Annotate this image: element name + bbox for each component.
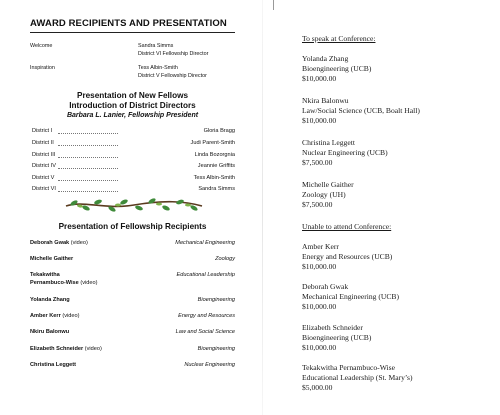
district-label: District IV (32, 163, 56, 169)
speaker-amount: $10,000.00 (302, 116, 337, 125)
recipient-name: Amber Kerr (30, 313, 61, 319)
unable-entry (302, 242, 392, 272)
speaker-field: Zoology (UH) (302, 190, 346, 199)
district-director: Gloria Bragg (203, 128, 235, 134)
recipient-name-wrap (30, 362, 76, 370)
program-person-title: District VI Fellowship Director (138, 51, 209, 57)
program-person-title: District V Fellowship Director (138, 73, 207, 79)
district-director: Sandra Simms (198, 186, 235, 192)
recipient-name: Nkiru Balonwu (30, 329, 70, 335)
unable-name: Elizabeth Schneider (302, 323, 363, 332)
leader-dots (58, 186, 118, 192)
section-subtitle-president: Barbara L. Lanier, Fellowship President (66, 112, 199, 119)
program-header: AWARD RECIPIENTS AND PRESENTATION (30, 18, 227, 29)
recipient-note: (video) (80, 279, 98, 286)
speak-heading: To speak at Conference: (302, 34, 376, 43)
recipient-name: Elizabeth Schneider (30, 346, 84, 352)
recipient-name: Christina Leggett (30, 362, 76, 368)
leader-dots (58, 163, 118, 169)
unable-entry (302, 282, 399, 312)
speaker-amount: $10,000.00 (302, 74, 337, 83)
speaker-name: Yolanda Zhang (302, 54, 349, 63)
recipient-field: Zoology (215, 256, 235, 262)
unable-name: Tekakwitha Pernambuco-Wise (302, 363, 395, 372)
speaker-field: Bioengineering (UCB) (302, 64, 372, 73)
recipient-field: Educational Leadership (176, 272, 235, 278)
recipient-name-wrap (30, 272, 97, 287)
fold-mark (273, 0, 274, 10)
district-label: District V (32, 175, 55, 181)
recipient-field: Energy and Resources (178, 313, 235, 319)
recipient-name: Michelle Gaither (30, 256, 74, 262)
speaker-entry (302, 54, 371, 84)
unable-field: Energy and Resources (UCB) (302, 252, 393, 261)
leader-dots (58, 152, 118, 158)
unable-heading: Unable to attend Conference: (302, 222, 392, 231)
speaker-entry (302, 96, 420, 126)
recipient-name-wrap (30, 240, 88, 248)
header-rule (30, 32, 235, 33)
section-title-new-fellows: Presentation of New Fellows (76, 91, 188, 100)
speaker-amount: $7,500.00 (302, 158, 333, 167)
leader-dots (58, 175, 118, 181)
speaker-amount: $7,500.00 (302, 200, 333, 209)
speaker-name: Michelle Gaither (302, 180, 354, 189)
unable-amount: $10,000.00 (302, 302, 337, 311)
recipient-field: Nuclear Engineering (184, 362, 235, 368)
district-row (30, 186, 235, 194)
recipient-field: Bioengineering (197, 346, 235, 352)
speaker-field: Nuclear Engineering (UCB) (302, 148, 388, 157)
program-person-name: Tess Albin-Smith (138, 65, 178, 71)
vine-ornament-icon (64, 197, 204, 213)
unable-name: Amber Kerr (302, 242, 339, 251)
section-title-directors: Introduction of District Directors (69, 101, 196, 110)
unable-amount: $5,000.00 (302, 383, 333, 392)
speaker-entry (302, 180, 354, 210)
program-person (138, 42, 208, 58)
program-role: Inspiration (30, 65, 55, 71)
district-director: Tess Albin-Smith (193, 175, 235, 181)
district-director: Judi Parent-Smith (190, 140, 235, 146)
recipient-field: Bioengineering (197, 297, 235, 303)
unable-name: Deborah Gwak (302, 282, 349, 291)
district-row (30, 175, 235, 183)
section-title-recipients: Presentation of Fellowship Recipients (58, 222, 207, 231)
district-director: Jeannie Griffits (197, 163, 235, 169)
unable-field: Mechanical Engineering (UCB) (302, 292, 399, 301)
unable-field: Bioengineering (UCB) (302, 333, 372, 342)
unable-field: Educational Leadership (St. Mary’s) (302, 373, 413, 382)
leader-dots (58, 128, 118, 134)
district-row (30, 128, 235, 136)
unable-amount: $10,000.00 (302, 343, 337, 352)
recipient-name-wrap (30, 346, 102, 354)
recipient-name: Deborah Gwak (30, 240, 70, 246)
unable-amount: $10,000.00 (302, 262, 337, 271)
district-director: Linda Bozorgnia (194, 152, 235, 158)
recipient-field: Mechanical Engineering (175, 240, 235, 246)
recipient-name-wrap (30, 297, 70, 305)
recipient-note: (video) (62, 313, 80, 319)
recipient-name-wrap (30, 256, 73, 264)
program-person (138, 64, 207, 80)
district-label: District I (32, 128, 53, 134)
program-role: Welcome (30, 43, 53, 49)
recipient-field: Law and Social Science (175, 329, 235, 335)
recipient-name-line2: Pernambuco-Wise (30, 279, 79, 286)
district-row (30, 152, 235, 160)
speaker-entry (302, 138, 388, 168)
recipient-note: (video) (84, 346, 102, 352)
unable-entry (302, 323, 371, 353)
recipient-name: Yolanda Zhang (30, 297, 70, 303)
district-row (30, 140, 235, 148)
recipient-name-wrap (30, 313, 79, 321)
speaker-field: Law/Social Science (UCB, Boalt Hall) (302, 106, 420, 115)
page-fold (262, 0, 263, 415)
program-person-name: Sandra Simms (138, 43, 174, 49)
leader-dots (58, 140, 118, 146)
district-row (30, 163, 235, 171)
unable-entry (302, 363, 413, 393)
district-label: District III (32, 152, 56, 158)
recipient-note: (video) (70, 240, 88, 246)
speaker-name: Christina Leggett (302, 138, 355, 147)
recipient-name-wrap (30, 329, 69, 337)
district-label: District VI (32, 186, 56, 192)
speaker-name: Nkira Balonwu (302, 96, 349, 105)
district-label: District II (32, 140, 54, 146)
recipient-name: Tekakwitha (30, 272, 60, 278)
